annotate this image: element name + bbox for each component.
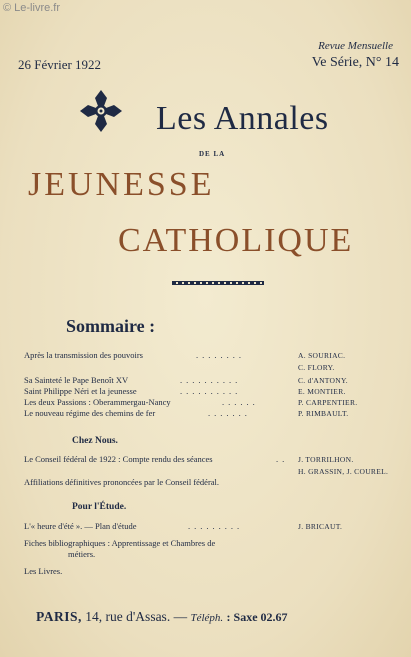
toc-entry-author: A. SOURIAC. (298, 351, 346, 360)
toc-entry-title: Les deux Passions : Oberammergau-Nancy (24, 397, 171, 407)
toc-entry-author: J. BRICAUT. (298, 522, 343, 531)
issue-date: 26 Février 1922 (18, 57, 102, 72)
title-les-annales: Les Annales (156, 100, 329, 137)
watermark: © Le-livre.fr (3, 2, 61, 14)
toc-entry-author: E. MONTIER. (298, 387, 346, 396)
footer-dash: — (173, 609, 188, 624)
toc-leader: ......... (188, 521, 244, 531)
toc-entry-title: Le Conseil fédéral de 1922 : Compte rendu des séances (24, 454, 213, 464)
toc-entry-title: Fiches bibliographiques : Apprentissage et Chambres de (24, 538, 216, 548)
toc-leader: .. (276, 454, 289, 464)
toc-leader: .......... (180, 375, 242, 385)
toc-entry-title: Après la transmission des pouvoirs (24, 350, 143, 360)
toc-leader: ...... (222, 397, 259, 407)
serie-number: Ve Série, N° 14 (311, 55, 399, 70)
section-pour-etude: Pour l'Étude. (72, 502, 127, 512)
title-catholique: CATHOLIQUE (118, 222, 354, 259)
footer-address: 14, rue d'Assas. (85, 609, 171, 624)
toc-leader: ........ (196, 350, 245, 360)
footer-teleph: Téléph. (190, 612, 224, 624)
title-jeunesse: JEUNESSE (28, 166, 215, 203)
toc-entry-title: Le nouveau régime des chemins de fer (24, 408, 156, 418)
toc-entry-title: Sa Sainteté le Pape Benoît XV (24, 375, 129, 385)
toc-entry-author: P. CARPENTIER. (298, 398, 358, 407)
toc-entry-author: J. TORRILHON. (298, 455, 354, 464)
toc-entry-title: Les Livres. (24, 566, 63, 576)
footer-city: PARIS, (36, 609, 82, 624)
toc-entry-title-cont: métiers. (68, 549, 96, 559)
toc-entry-author: P. RIMBAULT. (298, 409, 349, 418)
sommaire-heading: Sommaire : (66, 316, 156, 336)
toc-entry-title: Affiliations définitives prononcées par le Conseil fédéral. (24, 477, 220, 487)
footer-phone: : Saxe 02.67 (226, 610, 288, 624)
toc-entry-author: H. GRASSIN, J. COUREL. (298, 467, 389, 476)
publisher-address (36, 609, 288, 625)
section-chez-nous: Chez Nous. (72, 436, 118, 446)
toc-entry-author: C. FLORY. (298, 363, 335, 372)
toc-entry-author: C. d'ANTONY. (298, 376, 348, 385)
toc-entry-title: Saint Philippe Néri et la jeunesse (24, 386, 137, 396)
revue-label: Revue Mensuelle (318, 40, 393, 52)
toc-leader: .......... (180, 386, 242, 396)
toc-leader: ....... (208, 408, 251, 418)
title-de-la: DE LA (199, 150, 226, 158)
toc-entry-title: L'« heure d'été ». — Plan d'étude (24, 521, 137, 531)
